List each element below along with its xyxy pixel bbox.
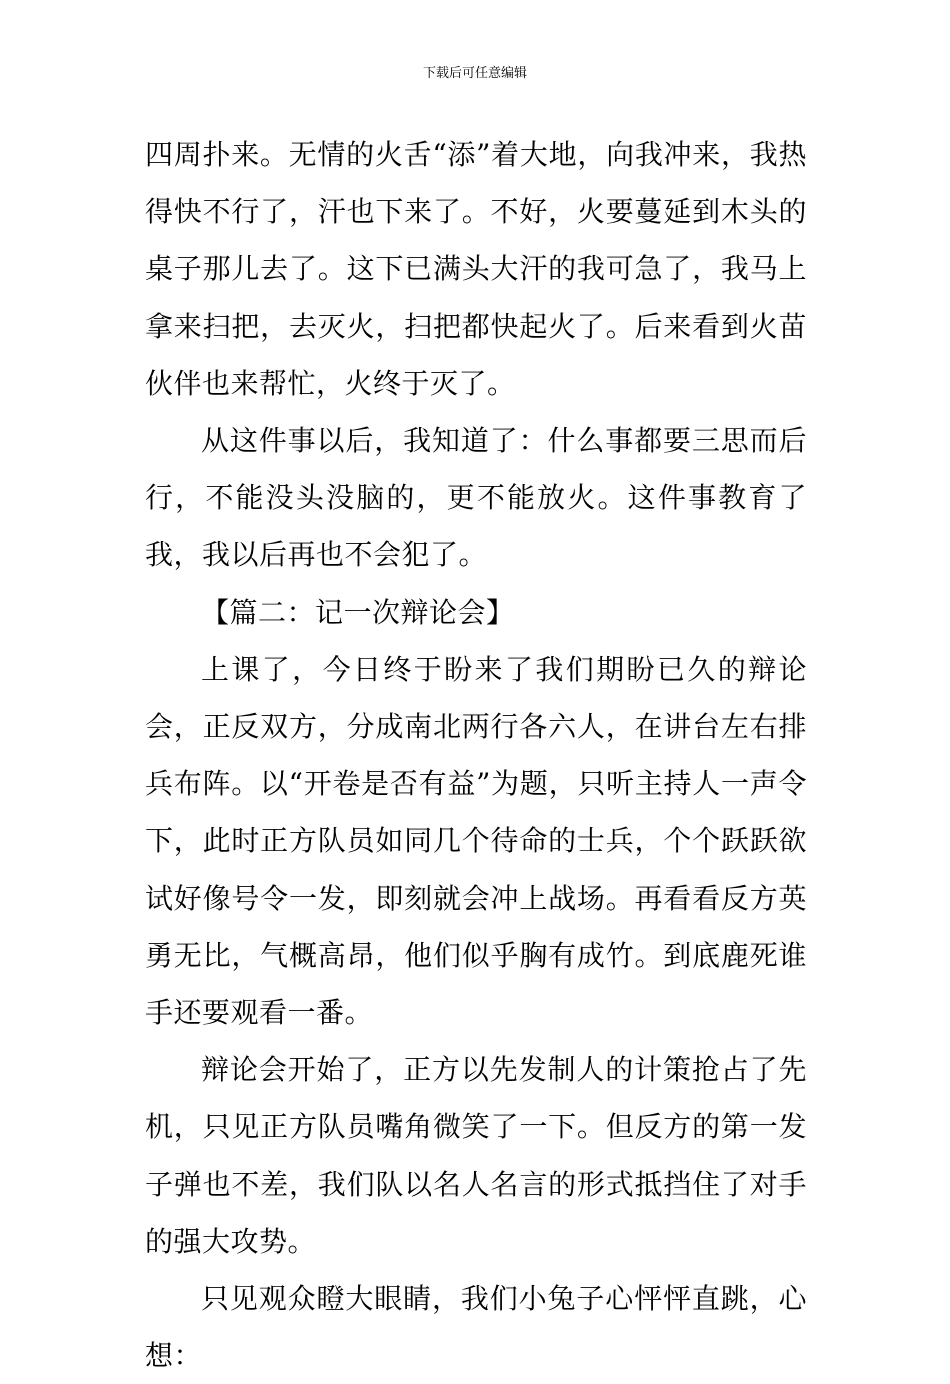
paragraph-4: 辩论会开始了，正方以先发制人的计策抢占了先机，只见正方队员嘴角微笑了一下。但反方的第一发子弹也不差，我们队以名人名言的形式抵挡住了对手的强大攻势。 — [145, 1053, 807, 1258]
paragraph-1: 四周扑来。无情的火舌“添”着大地，向我冲来，我热得快不行了，汗也下来了。不好，火要蔓延到木头的桌子那儿去了。这下已满头大汗的我可急了，我马上拿来扫把，去灭火，扫把都快起火了。后来看到火苗伙伴也来帮忙，火终于灭了。 — [145, 138, 807, 400]
paragraph-5: 只见观众瞪大眼睛，我们小兔子心怦怦直跳，心想： — [145, 1282, 807, 1373]
page-header: 下载后可任意编辑 — [422, 66, 527, 81]
paragraph-3: 上课了，今日终于盼来了我们期盼已久的辩论会，正反双方，分成南北两行各六人，在讲台左右排兵布阵。以“开卷是否有益”为题，只听主持人一声令下，此时正方队员如同几个待命的士兵，个个跃跃欲试好像号令一发，即刻就会冲上战场。再看看反方英勇无比，气概高昂，他们似乎胸有成竹。到底鹿死谁手还要观看一番。 — [145, 652, 807, 1030]
paragraph-2: 从这件事以后，我知道了：什么事都要三思而后行，不能没头没脑的，更不能放火。这件事教育了我，我以后再也不会犯了。 — [145, 424, 807, 572]
document-body — [145, 126, 807, 1384]
section-title: 【篇二：记一次辩论会】 — [201, 595, 515, 629]
